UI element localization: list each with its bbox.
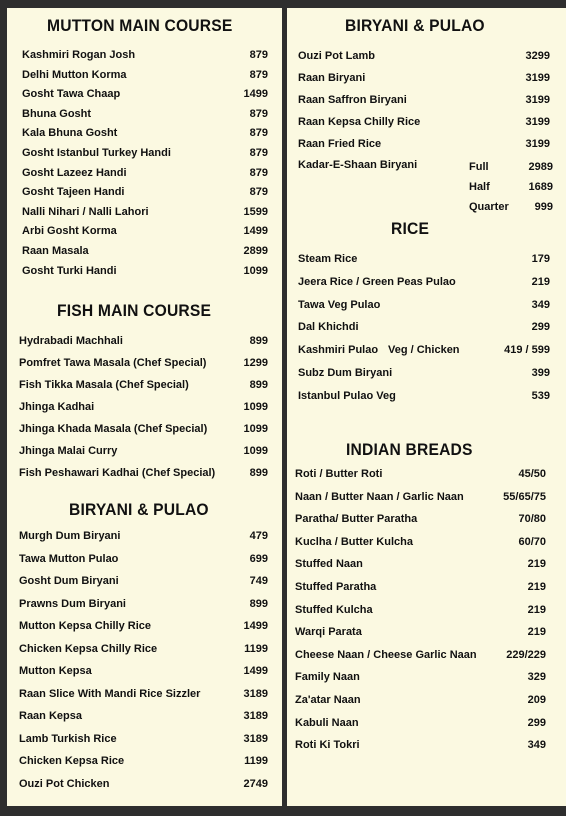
indian-breads-heading: INDIAN BREADS — [346, 440, 473, 459]
item-price: 1199 — [244, 755, 268, 767]
item-price: 539 — [531, 389, 550, 402]
item-name: Kala Bhuna Gosht — [22, 127, 118, 140]
item-name: Chicken Kepsa Rice — [19, 755, 125, 767]
item-name: Family Naan — [295, 671, 360, 684]
item-price: 45/50 — [518, 468, 546, 480]
item-price: 299 — [531, 321, 550, 334]
item-price: 1499 — [243, 88, 268, 101]
item-name: Dal Khichdi — [298, 321, 359, 334]
item-price: 219 — [531, 275, 550, 288]
menu-item-row — [298, 319, 550, 335]
item-name: Delhi Mutton Korma — [22, 68, 127, 81]
item-name: Kuclha / Butter Kulcha — [295, 535, 413, 548]
item-price: 349 — [527, 739, 546, 752]
item-name: Kabuli Naan — [295, 716, 359, 729]
menu-item-row — [298, 92, 550, 108]
item-price: 3189 — [243, 732, 268, 745]
kadar-e-shaan-biryani-row — [298, 157, 438, 173]
item-price: 699 — [249, 552, 268, 565]
kadar-size-row — [469, 199, 553, 215]
item-price: 479 — [249, 530, 268, 542]
menu-item-row — [295, 489, 546, 505]
item-price: 899 — [249, 597, 268, 610]
menu-item-row — [298, 48, 550, 64]
item-name: Mutton Kepsa — [19, 665, 92, 677]
item-name: Gosht Dum Biryani — [19, 575, 119, 587]
item-name: Bhuna Gosht — [22, 107, 92, 120]
menu-item-row — [19, 641, 268, 657]
item-price: 55/65/75 — [503, 490, 546, 503]
item-name: Gosht Lazeez Handi — [22, 166, 127, 179]
menu-item-row — [298, 70, 550, 86]
item-name: Stuffed Kulcha — [295, 603, 373, 616]
size-label: Full — [469, 161, 489, 173]
item-name: Fish Tikka Masala (Chef Special) — [19, 379, 189, 391]
menu-item-row — [295, 534, 546, 550]
item-name: Raan Masala — [22, 245, 89, 257]
item-name: Lamb Turkish Rice — [19, 732, 117, 745]
menu-item-row — [19, 443, 268, 459]
item-price: 299 — [527, 716, 546, 729]
item-price: 419 / 599 — [504, 344, 550, 357]
item-price: 1499 — [243, 665, 268, 677]
menu-item-row — [19, 686, 268, 702]
menu-item-row — [295, 511, 546, 527]
item-price: 879 — [249, 186, 268, 199]
menu-item-row — [22, 47, 268, 63]
item-price: 879 — [249, 147, 268, 159]
menu-item-row — [22, 223, 268, 239]
item-name: Raan Biryani — [298, 72, 366, 84]
menu-item-row — [19, 377, 268, 393]
menu-item-row — [19, 421, 268, 437]
item-price: 3199 — [525, 138, 550, 150]
item-price: 219 — [527, 603, 546, 616]
item-name: Gosht Istanbul Turkey Handi — [22, 147, 171, 159]
menu-item-row — [298, 136, 550, 152]
item-name: Tawa Mutton Pulao — [19, 552, 119, 565]
item-name: Ouzi Pot Lamb — [298, 50, 375, 62]
item-name: Gosht Turki Handi — [22, 264, 117, 277]
menu-item-row — [19, 573, 268, 589]
menu-item-row — [295, 624, 546, 640]
item-price: 349 — [531, 298, 550, 311]
item-name: Tawa Veg Pulao — [298, 298, 381, 311]
menu-item-row — [295, 669, 546, 685]
menu-item-row — [19, 551, 268, 567]
menu-item-row — [22, 86, 268, 102]
menu-item-row — [22, 243, 268, 259]
menu-item-row — [22, 125, 268, 141]
menu-item-row — [19, 528, 268, 544]
right-menu-panel — [287, 8, 566, 806]
item-price: 899 — [249, 379, 268, 391]
menu-item-row — [19, 618, 268, 634]
item-name: Mutton Kepsa Chilly Rice — [19, 620, 152, 632]
item-price: 70/80 — [518, 513, 546, 526]
size-price: 999 — [534, 201, 553, 213]
menu-item-row — [22, 145, 268, 161]
fish-main-course-heading: FISH MAIN COURSE — [57, 301, 212, 320]
item-name: Raan Fried Rice — [298, 138, 382, 150]
item-name: Nalli Nihari / Nalli Lahori — [22, 205, 149, 218]
menu-item-row — [19, 465, 268, 481]
menu-item-row — [295, 556, 546, 572]
menu-item-row — [298, 388, 550, 404]
item-price: 3199 — [525, 116, 550, 128]
item-name: Arbi Gosht Korma — [22, 225, 117, 238]
menu-item-row — [22, 204, 268, 220]
item-price: 229/229 — [506, 648, 546, 661]
item-price: 329 — [527, 671, 546, 684]
item-price: 60/70 — [518, 535, 546, 548]
item-name: Murgh Dum Biryani — [19, 530, 121, 542]
item-price: 3189 — [243, 710, 268, 722]
item-price: 3199 — [525, 72, 550, 84]
menu-item-row — [22, 106, 268, 122]
item-price: 3299 — [525, 50, 550, 62]
item-name: Paratha/ Butter Paratha — [295, 513, 418, 526]
item-price: 899 — [249, 467, 268, 479]
item-name: Fish Peshawari Kadhai (Chef Special) — [19, 467, 216, 479]
item-price: 1299 — [243, 357, 268, 369]
item-price: 1099 — [243, 445, 268, 457]
rice-heading: RICE — [391, 219, 430, 238]
item-name: Raan Kepsa Chilly Rice — [298, 116, 421, 128]
menu-item-row — [22, 184, 268, 200]
menu-item-row — [298, 342, 550, 358]
menu-item-row — [298, 274, 550, 290]
item-name: Za'atar Naan — [295, 694, 361, 706]
item-name: Hydrabadi Machhali — [19, 335, 123, 347]
item-price: 879 — [249, 68, 268, 81]
item-price: 879 — [249, 127, 268, 140]
menu-item-row — [295, 692, 546, 708]
menu-item-row — [19, 333, 268, 349]
item-price: 1599 — [243, 205, 268, 218]
menu-item-row — [295, 466, 546, 482]
item-price: 899 — [249, 335, 268, 347]
menu-item-row — [22, 263, 268, 279]
item-name: Steam Rice — [298, 253, 358, 265]
menu-item-row — [298, 251, 550, 267]
menu-item-row — [22, 165, 268, 181]
menu-item-row — [19, 663, 268, 679]
menu-item-row — [295, 647, 546, 663]
item-name: Raan Saffron Biryani — [298, 94, 407, 106]
menu-item-row — [295, 579, 546, 595]
menu-item-row — [19, 753, 268, 769]
item-name: Gosht Tawa Chaap — [22, 88, 121, 101]
item-name: Gosht Tajeen Handi — [22, 186, 125, 199]
item-variant: Veg / Chicken — [388, 344, 460, 357]
biryani-pulao-heading-right: BIRYANI & PULAO — [345, 16, 485, 35]
left-menu-panel — [7, 8, 282, 806]
item-price: 219 — [527, 626, 546, 639]
item-name: Roti / Butter Roti — [295, 468, 383, 480]
item-name: Stuffed Paratha — [295, 581, 377, 593]
item-price: 219 — [527, 558, 546, 571]
menu-item-row — [298, 114, 550, 130]
item-name: Kadar-E-Shaan Biryani — [298, 159, 418, 171]
item-price: 2899 — [243, 245, 268, 257]
menu-item-row — [19, 355, 268, 371]
item-name: Jeera Rice / Green Peas Pulao — [298, 275, 456, 288]
item-name: Prawns Dum Biryani — [19, 597, 126, 610]
item-name: Istanbul Pulao Veg — [298, 389, 396, 402]
item-name: Ouzi Pot Chicken — [19, 777, 110, 790]
item-name: Subz Dum Biryani — [298, 367, 393, 379]
item-price: 1099 — [243, 401, 268, 413]
item-name: Roti Ki Tokri — [295, 739, 360, 752]
menu-item-row — [19, 731, 268, 747]
item-name: Stuffed Naan — [295, 558, 363, 571]
item-name: Raan Kepsa — [19, 710, 82, 722]
item-name: Cheese Naan / Cheese Garlic Naan — [295, 648, 477, 661]
item-name: Chicken Kepsa Chilly Rice — [19, 642, 158, 655]
menu-item-row — [22, 67, 268, 83]
item-name: Kashmiri Rogan Josh — [22, 49, 136, 61]
item-price: 879 — [249, 49, 268, 61]
menu-item-row — [19, 596, 268, 612]
item-price: 879 — [249, 166, 268, 179]
item-price: 3199 — [525, 94, 550, 106]
item-price: 1499 — [243, 620, 268, 632]
menu-item-row — [19, 708, 268, 724]
size-label: Half — [469, 181, 490, 193]
size-label: Quarter — [469, 201, 509, 213]
item-name: Warqi Parata — [295, 626, 362, 639]
menu-item-row — [19, 399, 268, 415]
item-price: 399 — [531, 367, 550, 379]
item-name: Raan Slice With Mandi Rice Sizzler — [19, 687, 201, 700]
item-price: 749 — [249, 575, 268, 587]
item-price: 179 — [531, 253, 550, 265]
kadar-size-row — [469, 179, 553, 195]
menu-item-row — [298, 365, 550, 381]
menu-item-row — [295, 715, 546, 731]
mutton-main-course-heading: MUTTON MAIN COURSE — [47, 16, 233, 35]
item-name: Jhinga Kadhai — [19, 401, 95, 413]
item-price: 2749 — [243, 777, 268, 790]
item-price: 219 — [527, 581, 546, 593]
size-price: 2989 — [528, 161, 553, 173]
item-name: Jhinga Malai Curry — [19, 445, 118, 457]
biryani-pulao-heading-left: BIRYANI & PULAO — [69, 500, 209, 519]
item-price: 1199 — [244, 642, 268, 655]
item-name: Kashmiri Pulao — [298, 344, 379, 357]
item-price: 1099 — [243, 423, 268, 435]
item-price: 209 — [527, 694, 546, 706]
item-name: Naan / Butter Naan / Garlic Naan — [295, 490, 464, 503]
menu-item-row — [19, 776, 268, 792]
menu-item-row — [295, 602, 546, 618]
kadar-size-row — [469, 159, 553, 175]
item-price: 3189 — [243, 687, 268, 700]
item-price: 879 — [249, 107, 268, 120]
menu-item-row — [298, 297, 550, 313]
size-price: 1689 — [528, 181, 553, 193]
item-name: Jhinga Khada Masala (Chef Special) — [19, 423, 208, 435]
item-name: Pomfret Tawa Masala (Chef Special) — [19, 357, 207, 369]
item-price: 1099 — [243, 264, 268, 277]
menu-item-row — [295, 737, 546, 753]
item-price: 1499 — [243, 225, 268, 238]
